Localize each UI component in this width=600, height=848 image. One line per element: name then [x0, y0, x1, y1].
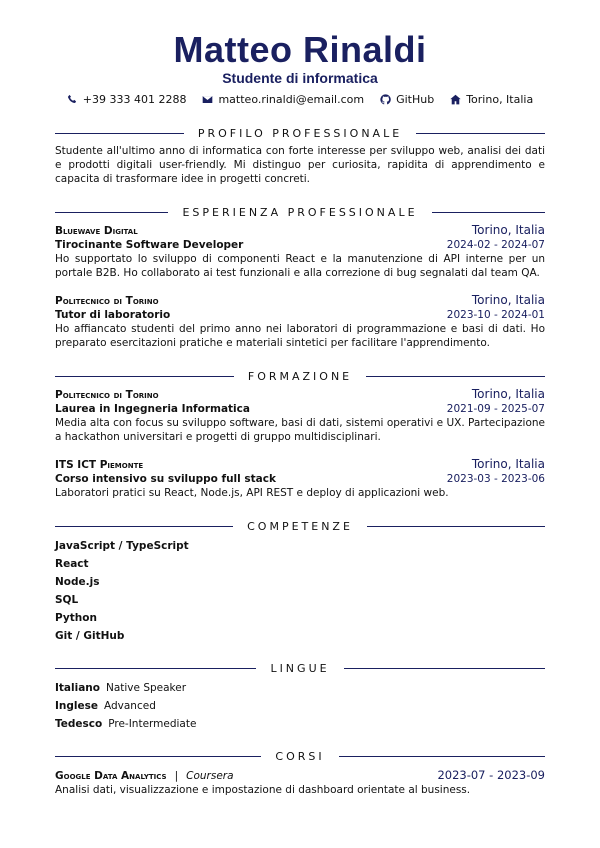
language-level: Pre-Intermediate [108, 718, 197, 730]
envelope-icon [202, 94, 213, 105]
entry-role: Laurea in Ingegneria Informatica [55, 403, 250, 415]
entry-description: Laboratori pratici su React, Node.js, API REST e deploy di applicazioni web. [55, 487, 449, 499]
candidate-name: Matteo Rinaldi [173, 29, 427, 70]
language-item [55, 697, 545, 715]
entry-role: Corso intensivo su sviluppo full stack [55, 473, 276, 485]
entry-organization: Bluewave Digital [55, 225, 138, 237]
section-header-courses [55, 749, 545, 763]
contact-bar [0, 93, 600, 106]
skills-list [55, 537, 545, 645]
divider [344, 668, 545, 669]
entry-location: Torino, Italia [471, 457, 545, 471]
candidate-title: Studente di informatica [222, 70, 378, 86]
section-header-experience [55, 205, 545, 219]
entry-organization: Politecnico di Torino [55, 295, 159, 307]
entry-dates: 2023-10 - 2024-01 [446, 309, 545, 321]
divider [416, 133, 545, 134]
skill-item: React [55, 558, 89, 570]
section-title-experience: ESPERIENZA PROFESSIONALE [182, 205, 418, 219]
language-level: Native Speaker [105, 682, 187, 694]
profile-summary: Studente all'ultimo anno di informatica con forte interesse per sviluppo web, analisi dei dati e prodotti digitali user-friendly. Mi distinguo per curiosita, rapidita di apprendimento e capacita di trasformare idee in progetti concreti. [55, 145, 545, 185]
location-text: Torino, Italia [466, 93, 534, 106]
course-separator: | [174, 770, 179, 782]
experience-entry [55, 293, 545, 350]
section-header-education [55, 369, 545, 383]
section-title-skills: COMPETENZE [247, 519, 353, 533]
entry-dates: 2023-03 - 2023-06 [446, 473, 545, 485]
section-title-courses: CORSI [275, 749, 325, 763]
entry-organization: ITS ICT Piemonte [55, 459, 144, 471]
phone-text: +39 333 401 2288 [82, 93, 187, 106]
course-provider: Coursera [186, 770, 234, 782]
entry-description: Ho affiancato studenti del primo anno nei laboratori di programmazione e basi di dati. Ho preparato esercitazioni pratiche e materiali sintetici per facilitare l'apprendimento. [55, 323, 545, 349]
skill-item: Git / GitHub [55, 630, 125, 642]
contact-github[interactable] [380, 93, 434, 106]
divider [339, 756, 545, 757]
entry-organization: Politecnico di Torino [55, 389, 159, 401]
divider [55, 376, 234, 377]
divider [432, 212, 545, 213]
entry-role: Tutor di laboratorio [55, 309, 171, 321]
contact-phone [67, 93, 187, 106]
home-icon [450, 94, 461, 105]
languages-list [55, 679, 545, 733]
section-header-profile [55, 126, 545, 140]
course-description: Analisi dati, visualizzazione e impostazione di dashboard orientate al business. [55, 784, 471, 796]
entry-location: Torino, Italia [471, 223, 545, 237]
course-dates: 2023-07 - 2023-09 [437, 768, 545, 782]
skill-item: SQL [55, 594, 79, 606]
divider [55, 668, 256, 669]
divider [367, 526, 545, 527]
section-header-languages [55, 661, 545, 675]
entry-location: Torino, Italia [471, 387, 545, 401]
skill-item: Python [55, 612, 97, 624]
language-item [55, 715, 545, 733]
language-name: Inglese [55, 700, 98, 712]
divider [55, 526, 233, 527]
entry-dates: 2021-09 - 2025-07 [446, 403, 545, 415]
course-entry [55, 768, 545, 797]
email-text[interactable]: matteo.rinaldi@email.com [218, 93, 365, 106]
course-name: Google Data Analytics [55, 770, 167, 782]
phone-icon [67, 94, 78, 105]
section-title-languages: LINGUE [270, 661, 330, 675]
divider [55, 756, 261, 757]
github-icon [380, 94, 391, 105]
entry-location: Torino, Italia [471, 293, 545, 307]
language-name: Tedesco [55, 718, 103, 730]
experience-entry [55, 223, 545, 280]
divider [55, 212, 168, 213]
contact-email[interactable] [202, 93, 364, 106]
entry-role: Tirocinante Software Developer [55, 239, 244, 251]
contact-location [450, 93, 533, 106]
language-level: Advanced [104, 700, 156, 712]
divider [55, 133, 184, 134]
section-title-profile: PROFILO PROFESSIONALE [197, 126, 403, 140]
skill-item: JavaScript / TypeScript [55, 540, 189, 552]
language-item [55, 679, 545, 697]
divider [366, 376, 545, 377]
skill-item: Node.js [55, 576, 100, 588]
github-text[interactable]: GitHub [396, 93, 435, 106]
education-entry [55, 387, 545, 444]
education-entry [55, 457, 545, 500]
section-header-skills [55, 519, 545, 533]
section-title-education: FORMAZIONE [247, 369, 353, 383]
entry-description: Ho supportato lo sviluppo di componenti React e la manutenzione di API interne per un portale B2B. Ho collaborato ai test funzionali e alla correzione di bug segnalati dal team QA. [55, 253, 545, 279]
entry-dates: 2024-02 - 2024-07 [446, 239, 545, 251]
entry-description: Media alta con focus su sviluppo software, basi di dati, sistemi operativi e UX. Partecipazione a hackathon universitari e progetti di gruppo multidisciplinari. [55, 417, 545, 443]
language-name: Italiano [55, 682, 100, 694]
